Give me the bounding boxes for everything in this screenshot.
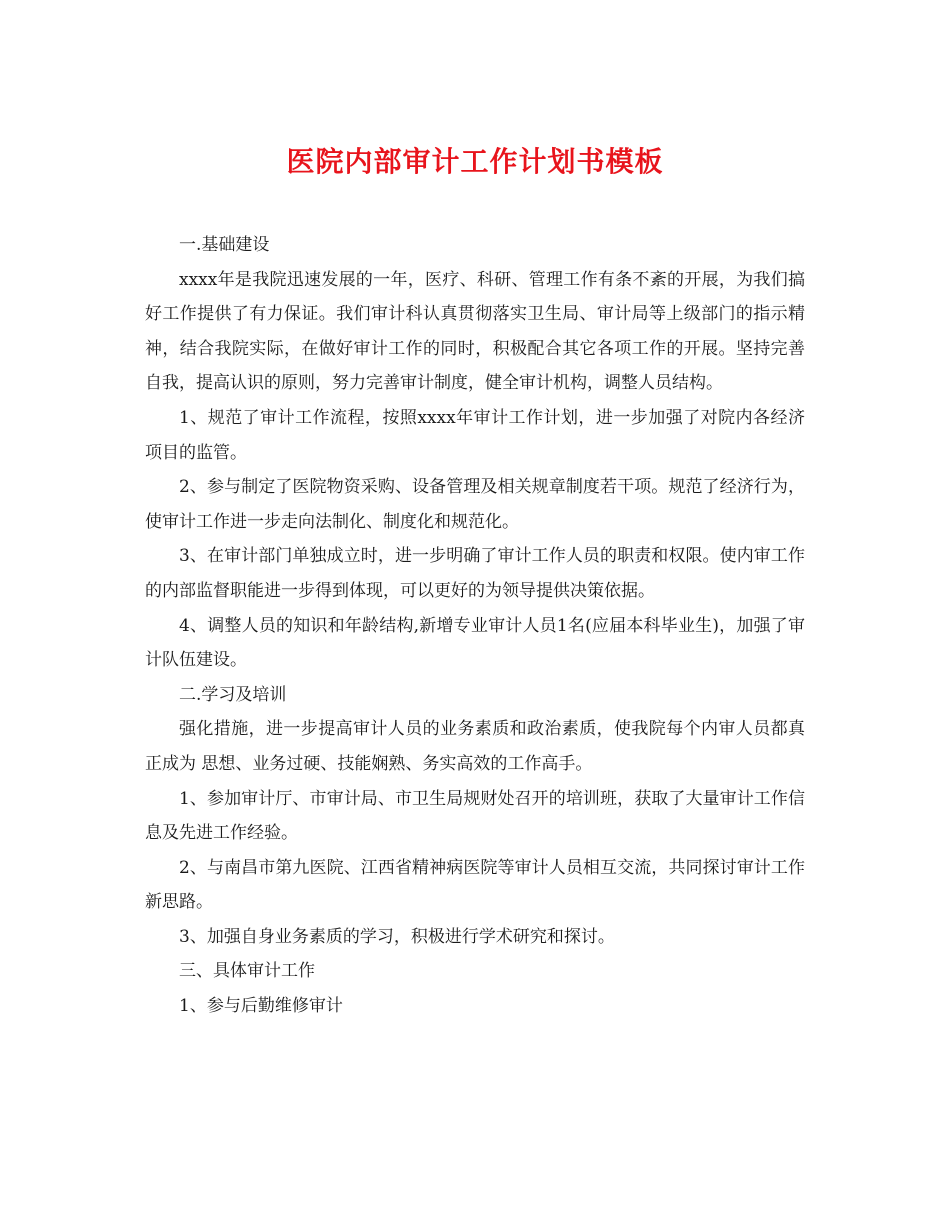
list-item-3: 3、在审计部门单独成立时，进一步明确了审计工作人员的职责和权限。使内审工作的内部监督职能进一步得到体现，可以更好的为领导提供决策依据。 (145, 546, 805, 601)
list-item-2: 2、参与制定了医院物资采购、设备管理及相关规章制度若干项。规范了经济行为，使审计工作进一步走向法制化、制度化和规范化。 (145, 477, 805, 532)
heading-basic-construction: 一.基础建设 (179, 235, 270, 255)
training-item-3: 3、加强自身业务素质的学习，积极进行学术研究和探讨。 (179, 926, 615, 947)
training-item-2: 2、与南昌市第九医院、江西省精神病医院等审计人员相互交流，共同探讨审计工作新思路。 (145, 857, 805, 913)
heading-audit-work: 三、具体审计工作 (179, 961, 315, 982)
paragraph-overview: xxxx年是我院迅速发展的一年，医疗、科研、管理工作有条不紊的开展，为我们搞好工作提供了有力保证。我们审计科认真贯彻落实卫生局、审计局等上级部门的指示精神，结合我院实际，在做好审计工作的同时，积极配合其它各项工作的开展。坚持完善自我，提高认识的原则，努力完善审计制度，健全审计机构，调整人员结构。 (145, 269, 805, 394)
paragraph-training-intro: 强化措施，进一步提高审计人员的业务素质和政治素质，使我院每个内审人员都真正成为 思想、业务过硬、技能娴熟、务实高效的工作高手。 (145, 719, 805, 774)
list-item-1: 1、规范了审计工作流程，按照xxxx年审计工作计划，进一步加强了对院内各经济项目的监管。 (145, 407, 805, 463)
document-body (145, 228, 805, 1024)
audit-item-1: 1、参与后勤维修审计 (179, 996, 343, 1017)
training-item-1: 1、参加审计厅、市审计局、市卫生局规财处召开的培训班，获取了大量审计工作信息及先进工作经验。 (145, 788, 805, 844)
document-title: 医院内部审计工作计划书模板 (286, 145, 664, 178)
heading-training: 二.学习及培训 (179, 684, 287, 705)
list-item-4: 4、调整人员的知识和年龄结构,新增专业审计人员1名(应届本科毕业生)，加强了审计队伍建设。 (145, 615, 805, 671)
